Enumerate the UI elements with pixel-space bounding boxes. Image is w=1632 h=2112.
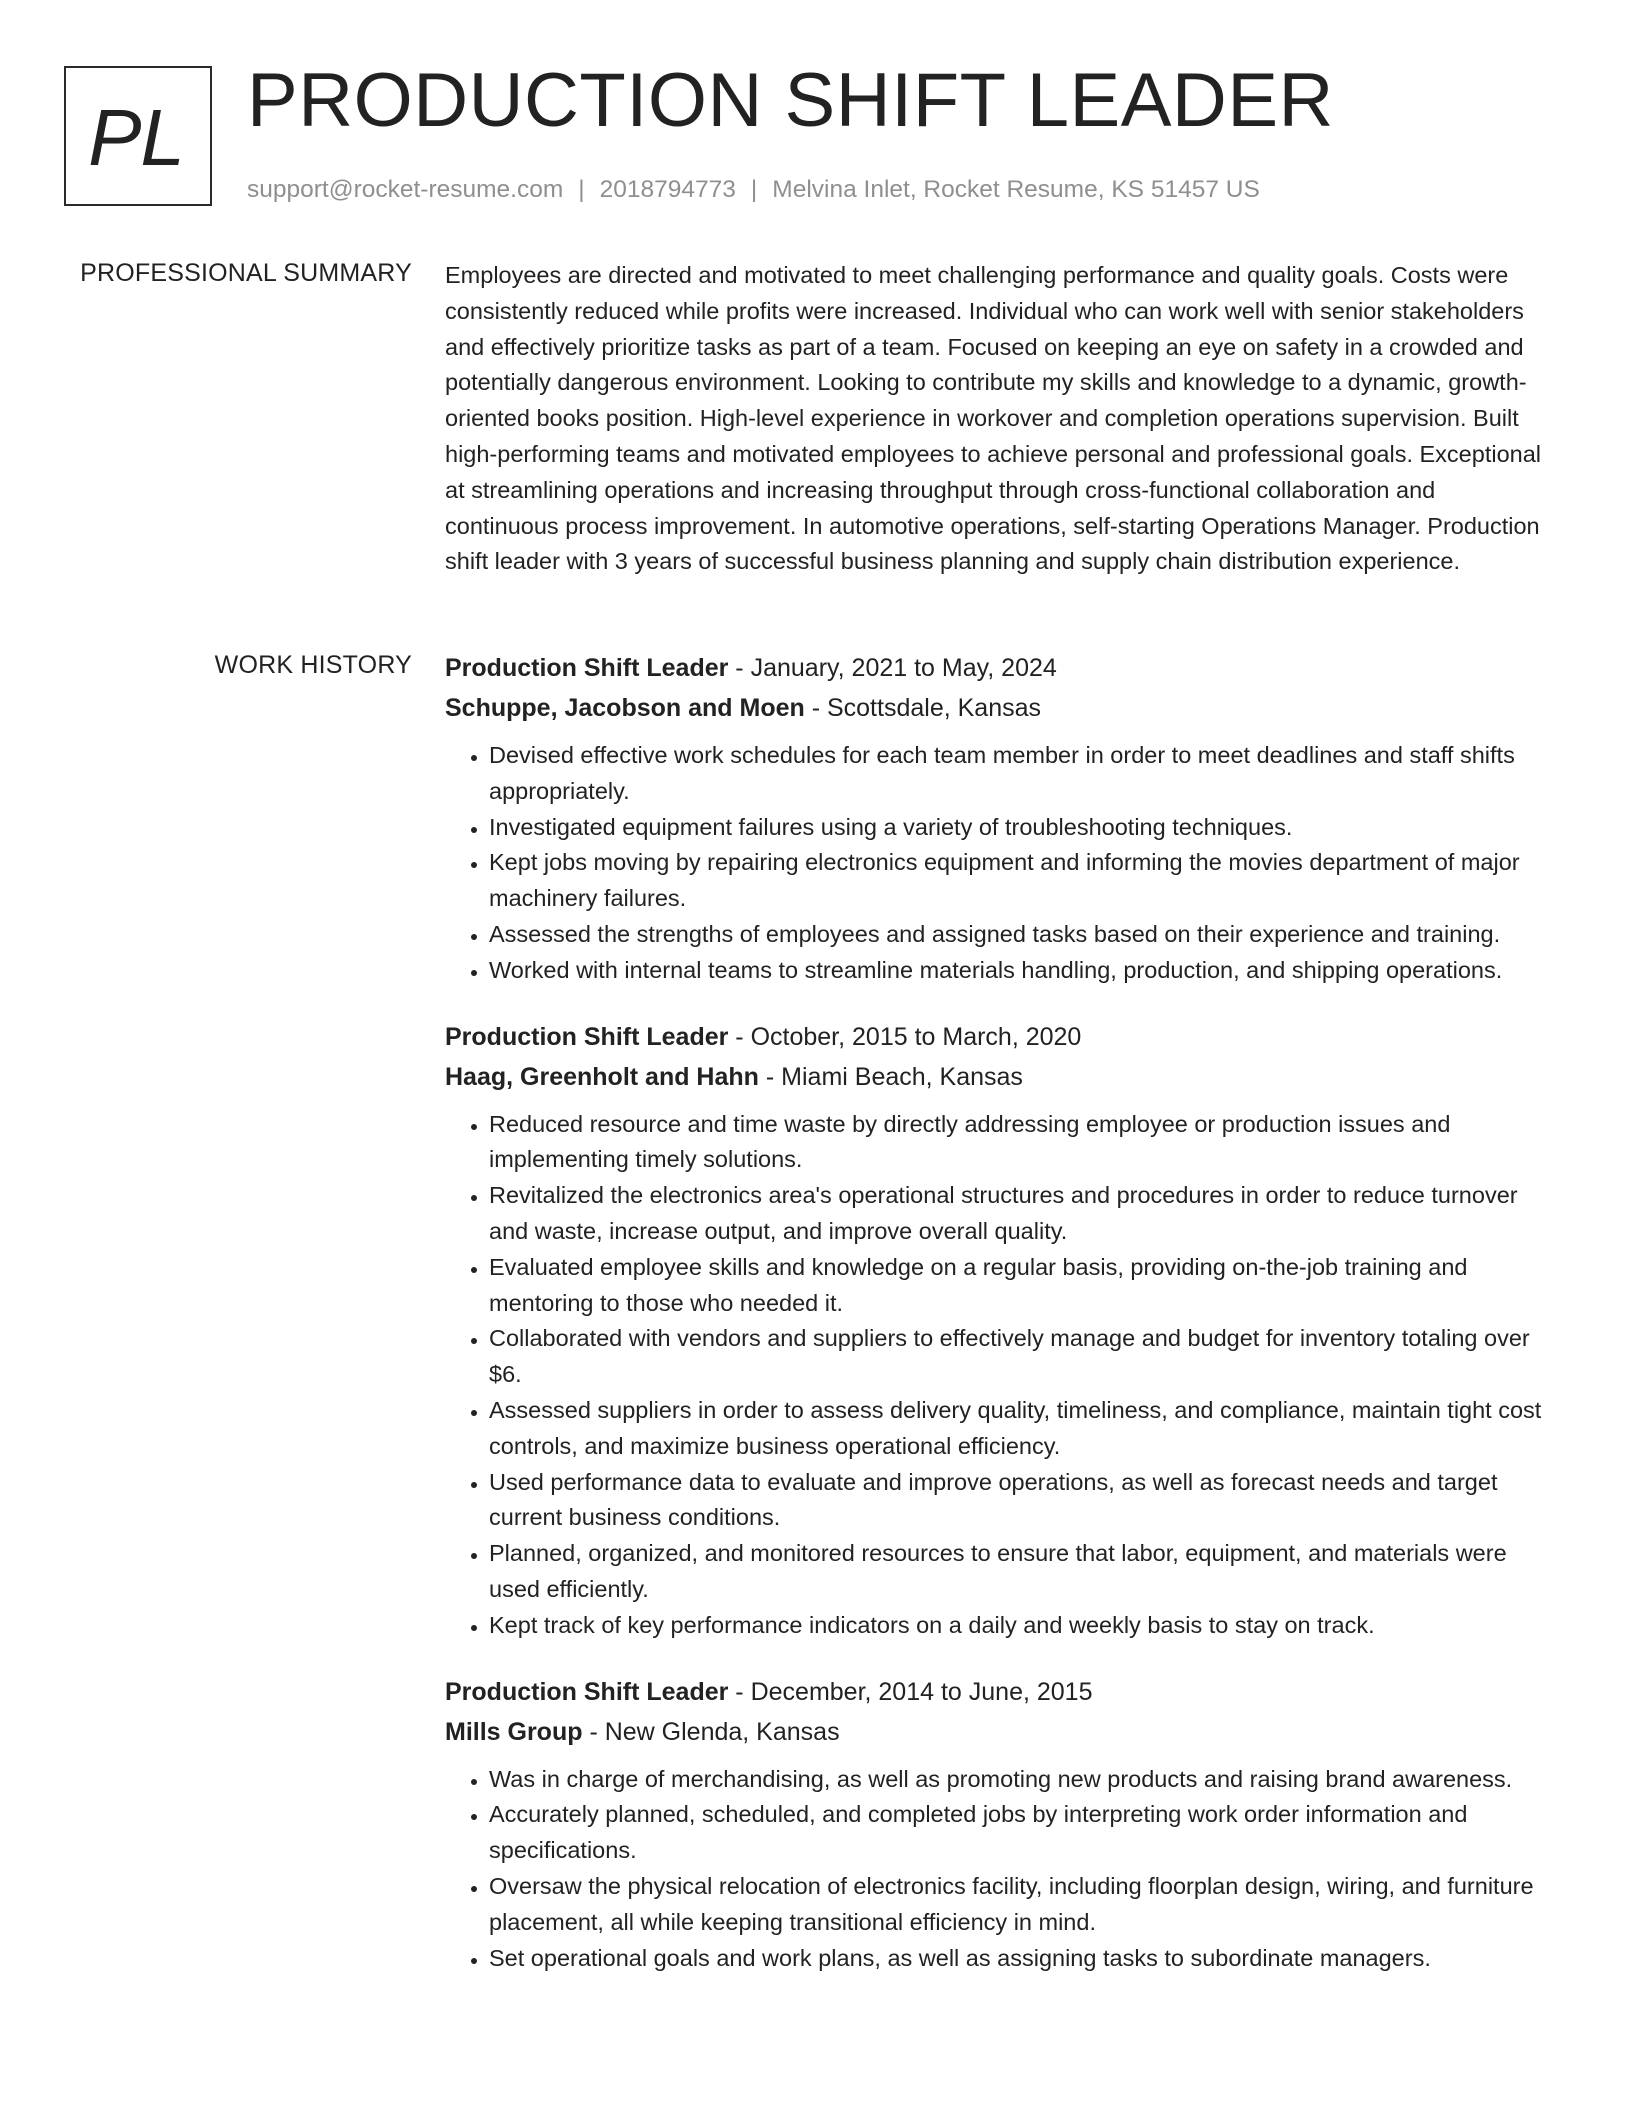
job-bullet: • Planned, organized, and monitored resources to ensure that labor, equipment, and materials were used efficiently. xyxy=(489,1536,1555,1608)
job-title: Production Shift Leader xyxy=(445,1022,729,1051)
job-company: Schuppe, Jacobson and Moen xyxy=(445,694,805,722)
job-bullet: • Kept track of key performance indicators on a daily and weekly basis to stay on track. xyxy=(489,1608,1555,1644)
job-bullet: • Investigated equipment failures using a variety of troubleshooting techniques. xyxy=(489,810,1555,846)
job-location: - New Glenda, Kansas xyxy=(582,1717,840,1746)
job-bullet: • Kept jobs moving by repairing electronics equipment and informing the movies department of major machinery failures. xyxy=(489,845,1555,917)
job-bullet: • Was in charge of merchandising, as well as promoting new products and raising brand awareness. xyxy=(489,1762,1555,1798)
job-bullet: • Revitalized the electronics area's operational structures and procedures in order to reduce turnover and waste, increase output, and improve overall quality. xyxy=(489,1178,1555,1250)
job-entry xyxy=(445,1672,1555,1977)
job-bullet: • Evaluated employee skills and knowledge on a regular basis, providing on-the-job training and mentoring to those who needed it. xyxy=(489,1250,1555,1322)
contact-separator: | xyxy=(750,176,758,203)
job-bullet: • Assessed suppliers in order to assess delivery quality, timeliness, and compliance, maintain tight cost controls, and maximize business operational efficiency. xyxy=(489,1393,1555,1465)
contact-line xyxy=(247,174,1260,206)
monogram-initials: PL xyxy=(88,93,184,182)
job-bullet: • Devised effective work schedules for each team member in order to meet deadlines and staff shifts appropriately. xyxy=(489,738,1555,810)
monogram-box xyxy=(64,66,212,206)
job-bullet: • Oversaw the physical relocation of electronics facility, including floorplan design, wiring, and furniture placement, all while keeping transitional efficiency in mind. xyxy=(489,1869,1555,1941)
job-bullet: • Collaborated with vendors and suppliers to effectively manage and budget for inventory totaling over $6. xyxy=(489,1321,1555,1393)
job-entry xyxy=(445,1017,1555,1644)
contact-phone[interactable]: 2018794773 xyxy=(599,176,736,203)
job-company-line xyxy=(445,1057,1555,1097)
job-title: Production Shift Leader xyxy=(445,654,729,682)
job-entry xyxy=(445,648,1555,989)
job-bullet: • Accurately planned, scheduled, and completed jobs by interpreting work order information and specifications. xyxy=(489,1797,1555,1869)
job-location: - Miami Beach, Kansas xyxy=(758,1062,1023,1091)
work-history-list xyxy=(445,648,1555,2004)
contact-email[interactable]: support@rocket-resume.com xyxy=(247,176,564,203)
work-history-section-label: WORK HISTORY xyxy=(214,651,412,679)
job-bullet: • Used performance data to evaluate and improve operations, as well as forecast needs and target current business conditions. xyxy=(489,1465,1555,1537)
job-dates: - December, 2014 to June, 2015 xyxy=(728,1677,1093,1706)
job-dates: - January, 2021 to May, 2024 xyxy=(728,654,1057,682)
job-location: - Scottsdale, Kansas xyxy=(804,694,1041,722)
job-title-line xyxy=(445,1017,1555,1057)
job-bullet-list xyxy=(445,1107,1555,1644)
job-title-line xyxy=(445,648,1555,688)
job-bullet-list xyxy=(445,1762,1555,1977)
job-company: Mills Group xyxy=(445,1717,583,1746)
job-company-line xyxy=(445,1712,1555,1752)
contact-address: Melvina Inlet, Rocket Resume, KS 51457 US xyxy=(772,176,1260,203)
job-company-line xyxy=(445,688,1555,728)
job-bullet: • Reduced resource and time waste by directly addressing employee or production issues and implementing timely solutions. xyxy=(489,1107,1555,1179)
summary-text: Employees are directed and motivated to meet challenging performance and quality goals. Costs were consistently reduced while profits were increased. Individual who can work well with senior stakeholders and effectively prioritize tasks as part of a team. Focused on keeping an eye on safety in a crowded and potentially dangerous environment. Looking to contribute my skills and knowledge to a dynamic, growth-oriented books position. High-level experience in workover and completion operations supervision. Built high-performing teams and motivated employees to achieve personal and professional goals. Exceptional at streamlining operations and increasing throughput through cross-functional collaboration and continuous process improvement. In automotive operations, self-starting Operations Manager. Production shift leader with 3 years of successful business planning and supply chain distribution experience. xyxy=(445,262,1541,575)
job-dates: - October, 2015 to March, 2020 xyxy=(728,1022,1082,1051)
contact-separator: | xyxy=(578,176,585,203)
job-title-line xyxy=(445,1672,1555,1712)
job-bullet: • Assessed the strengths of employees and assigned tasks based on their experience and training. xyxy=(489,917,1555,953)
job-company: Haag, Greenholt and Hahn xyxy=(445,1062,759,1091)
job-title: Production Shift Leader xyxy=(445,1677,729,1706)
job-bullet: • Worked with internal teams to streamline materials handling, production, and shipping operations. xyxy=(489,953,1555,989)
job-bullet-list xyxy=(445,738,1555,989)
job-bullet: • Set operational goals and work plans, as well as assigning tasks to subordinate managers. xyxy=(489,1941,1555,1977)
summary-section-label: PROFESSIONAL SUMMARY xyxy=(80,259,412,287)
resume-title: PRODUCTION SHIFT LEADER xyxy=(247,58,1334,143)
